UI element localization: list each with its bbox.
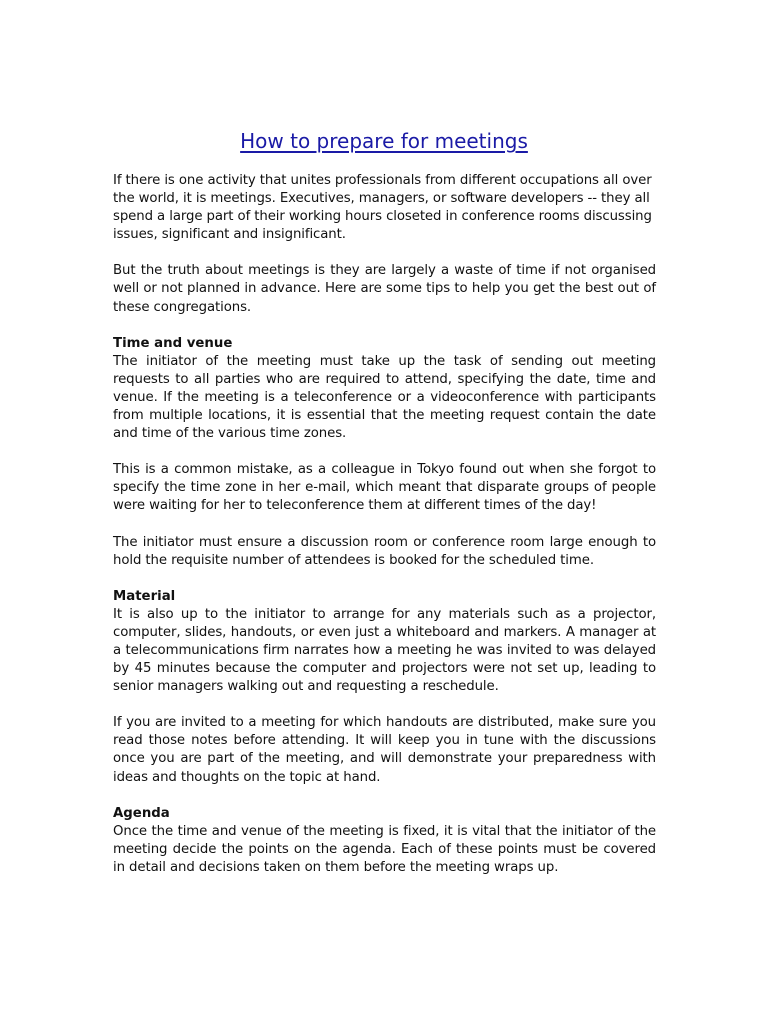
section-heading-agenda: Agenda [113, 805, 170, 821]
time-venue-paragraph-2: This is a common mistake, as a colleague in Tokyo found out when she forgot to specify the time zone in her e-mail, which meant that disparate groups of people were waiting for her to teleconference them at different times of the day! [113, 462, 656, 514]
time-venue-paragraph-3: The initiator must ensure a discussion room or conference room large enough to hold the requisite number of attendees is booked for the scheduled time. [113, 534, 656, 568]
document-title: How to prepare for meetings [240, 129, 528, 153]
document-body [113, 172, 656, 895]
intro-paragraph-2: But the truth about meetings is they are largely a waste of time if not organised well or not planned in advance. Here are some tips to help you get the best out of these congregations. [113, 263, 656, 315]
agenda-paragraph-1: Once the time and venue of the meeting is fixed, it is vital that the initiator of the meeting decide the points on the agenda. Each of these points must be covered in detail and decisions taken on them before the meeting wraps up. [113, 823, 656, 875]
section-heading-material: Material [113, 588, 176, 604]
material-paragraph-1: It is also up to the initiator to arrange for any materials such as a projector, computer, slides, handouts, or even just a whiteboard and markers. A manager at a telecommunications firm narrates how a meeting he was invited to was delayed by 45 minutes because the computer and projectors were not set up, leading to senior managers walking out and requesting a reschedule. [113, 606, 656, 695]
section-heading-time-and-venue: Time and venue [113, 335, 233, 351]
material-paragraph-2: If you are invited to a meeting for which handouts are distributed, make sure you read those notes before attending. It will keep you in tune with the discussions once you are part of the meeting, and will demonstrate your preparedness with ideas and thoughts on the topic at hand. [113, 715, 656, 785]
intro-paragraph-1: If there is one activity that unites professionals from different occupations all over the world, it is meetings. Executives, managers, or software developers -- they all spend a large part of their working hours closeted in conference rooms discussing issues, significant and insignificant. [113, 173, 652, 243]
time-venue-paragraph-1: The initiator of the meeting must take up the task of sending out meeting requests to all parties who are required to attend, specifying the date, time and venue. If the meeting is a teleconference or a videoconference with participants from multiple locations, it is essential that the meeting request contain the date and time of the various time zones. [113, 353, 656, 442]
